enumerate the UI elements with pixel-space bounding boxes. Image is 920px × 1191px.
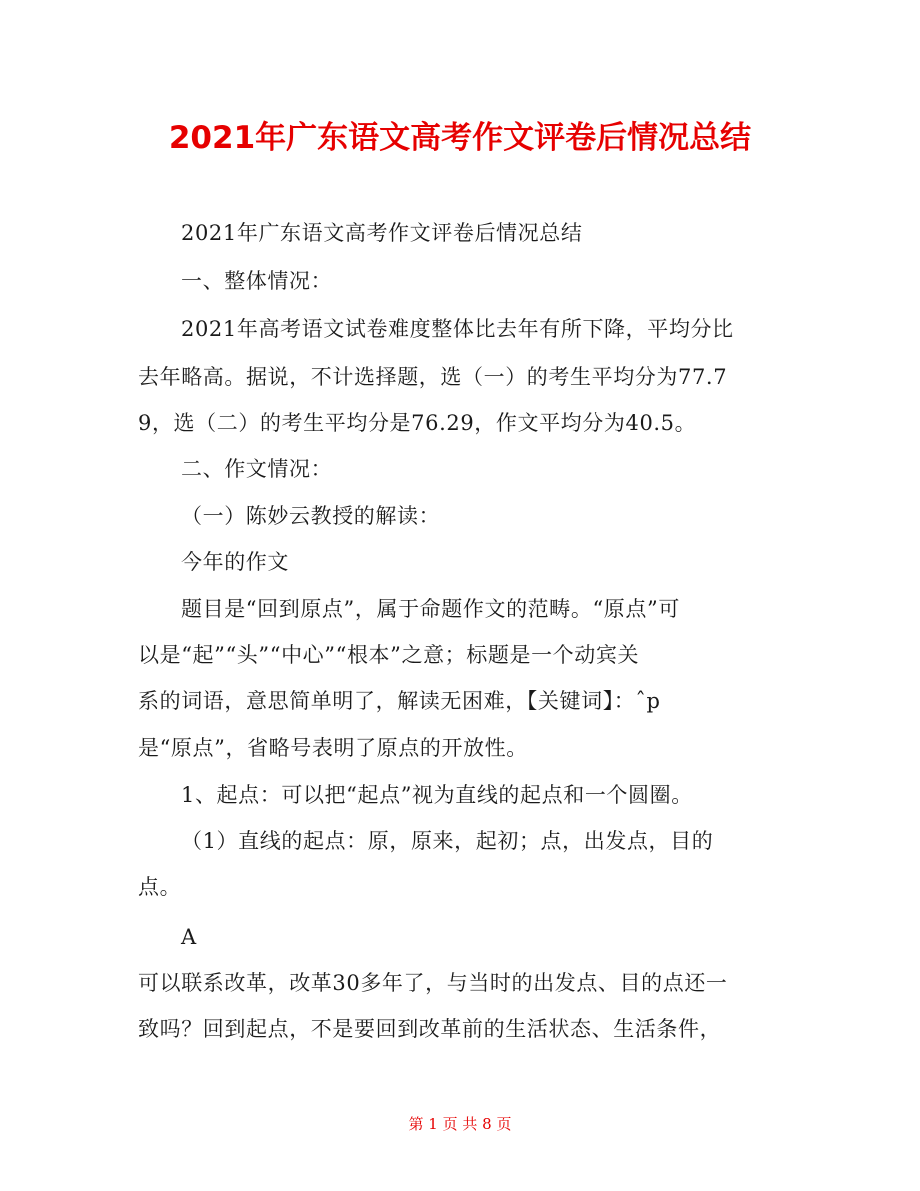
- paragraph-line: 9，选（二）的考生平均分是76.29，作文平均分为40.5。: [138, 411, 697, 435]
- paragraph-line: （1）直线的起点：原，原来，起初；点，出发点，目的: [181, 829, 714, 853]
- paragraph-line: 2021年广东语文高考作文评卷后情况总结: [181, 221, 583, 245]
- paragraph-line: 2021年高考语文试卷难度整体比去年有所下降，平均分比: [181, 317, 734, 341]
- paragraph-line: 致吗？回到起点，不是要回到改革前的生活状态、生活条件，: [138, 1017, 722, 1041]
- paragraph-line: 一、整体情况：: [181, 269, 333, 293]
- paragraph-line: 去年略高。据说，不计选择题，选（一）的考生平均分为77.7: [138, 365, 728, 389]
- paragraph-line: 可以联系改革，改革30多年了，与当时的出发点、目的点还一: [138, 971, 728, 995]
- paragraph-line: 系的词语，意思简单明了，解读无困难，【关键词】：ˆp: [138, 689, 661, 713]
- paragraph-line: 是“原点”，省略号表明了原点的开放性。: [138, 736, 528, 760]
- paragraph-line: 二、作文情况：: [181, 457, 333, 481]
- document-title: 2021年广东语文高考作文评卷后情况总结: [168, 120, 752, 156]
- page-number-footer: 第 1 页 共 8 页: [408, 1115, 512, 1133]
- paragraph-line: 以是“起”“头”“中心”“根本”之意；标题是一个动宾关: [138, 643, 640, 667]
- paragraph-line: A: [181, 925, 197, 949]
- paragraph-line: 题目是“回到原点”，属于命题作文的范畴。“原点”可: [181, 597, 680, 621]
- paragraph-line: 1、起点：可以把“起点”视为直线的起点和一个圆圈。: [181, 783, 693, 807]
- paragraph-line: 点。: [138, 875, 182, 899]
- paragraph-line: 今年的作文: [181, 550, 289, 574]
- paragraph-line: （一）陈妙云教授的解读：: [181, 504, 441, 528]
